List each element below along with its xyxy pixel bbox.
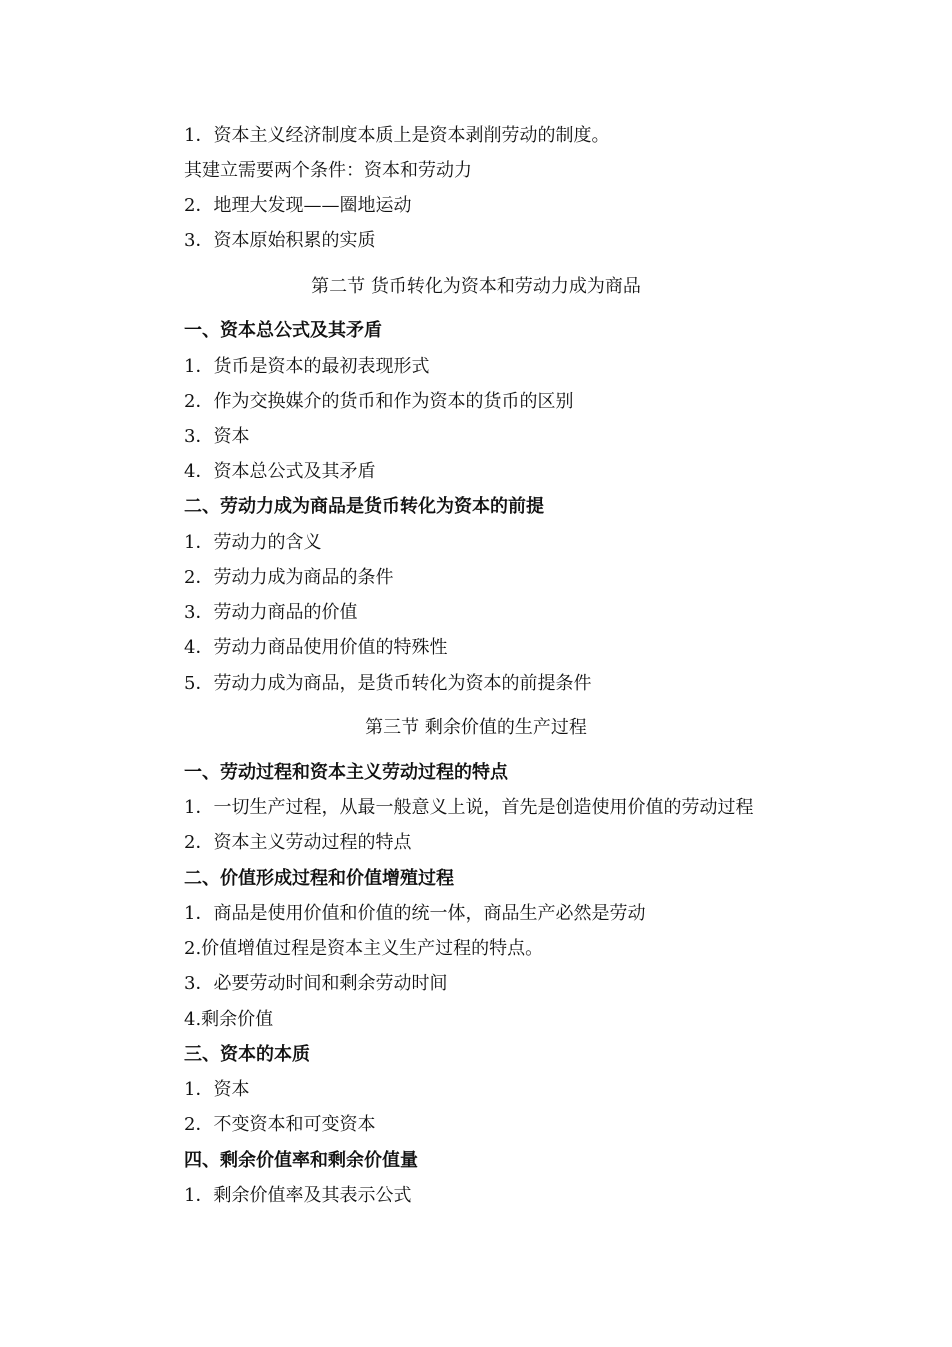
section-title: 第二节 货币转化为资本和劳动力成为商品 (311, 276, 641, 297)
list-item: 3．资本原始积累的实质 (184, 230, 376, 251)
list-item: 2．地理大发现——圈地运动 (184, 195, 412, 216)
list-item: 1．劳动力的含义 (184, 532, 322, 553)
subsection-heading: 一、资本总公式及其矛盾 (184, 320, 382, 341)
list-item: 4．劳动力商品使用价值的特殊性 (184, 637, 448, 658)
list-item: 1．一切生产过程，从最一般意义上说，首先是创造使用价值的劳动过程 (184, 797, 754, 818)
list-item: 3．必要劳动时间和剩余劳动时间 (184, 973, 448, 994)
subsection-heading: 四、剩余价值率和剩余价值量 (184, 1150, 418, 1171)
list-item: 1．资本 (184, 1079, 250, 1100)
list-item: 2．作为交换媒介的货币和作为资本的货币的区别 (184, 391, 574, 412)
list-item: 1．商品是使用价值和价值的统一体，商品生产必然是劳动 (184, 903, 646, 924)
subsection-heading: 三、资本的本质 (184, 1044, 310, 1065)
list-item: 2．劳动力成为商品的条件 (184, 567, 394, 588)
list-item: 5．劳动力成为商品，是货币转化为资本的前提条件 (184, 673, 592, 694)
list-item: 3．劳动力商品的价值 (184, 602, 358, 623)
list-item: 4.剩余价值 (184, 1009, 274, 1030)
list-item: 3．资本 (184, 426, 250, 447)
subsection-heading: 二、劳动力成为商品是货币转化为资本的前提 (184, 496, 544, 517)
list-item: 1．剩余价值率及其表示公式 (184, 1185, 412, 1206)
list-item: 2．资本主义劳动过程的特点 (184, 832, 412, 853)
list-item: 1．资本主义经济制度本质上是资本剥削劳动的制度。 (184, 125, 610, 146)
list-item: 1．货币是资本的最初表现形式 (184, 356, 430, 377)
subsection-heading: 二、价值形成过程和价值增殖过程 (184, 868, 454, 889)
list-item: 2．不变资本和可变资本 (184, 1114, 376, 1135)
paragraph: 其建立需要两个条件：资本和劳动力 (184, 160, 472, 181)
subsection-heading: 一、劳动过程和资本主义劳动过程的特点 (184, 762, 508, 783)
list-item: 4．资本总公式及其矛盾 (184, 461, 376, 482)
section-title: 第三节 剩余价值的生产过程 (365, 717, 587, 738)
list-item: 2.价值增值过程是资本主义生产过程的特点。 (184, 938, 544, 959)
